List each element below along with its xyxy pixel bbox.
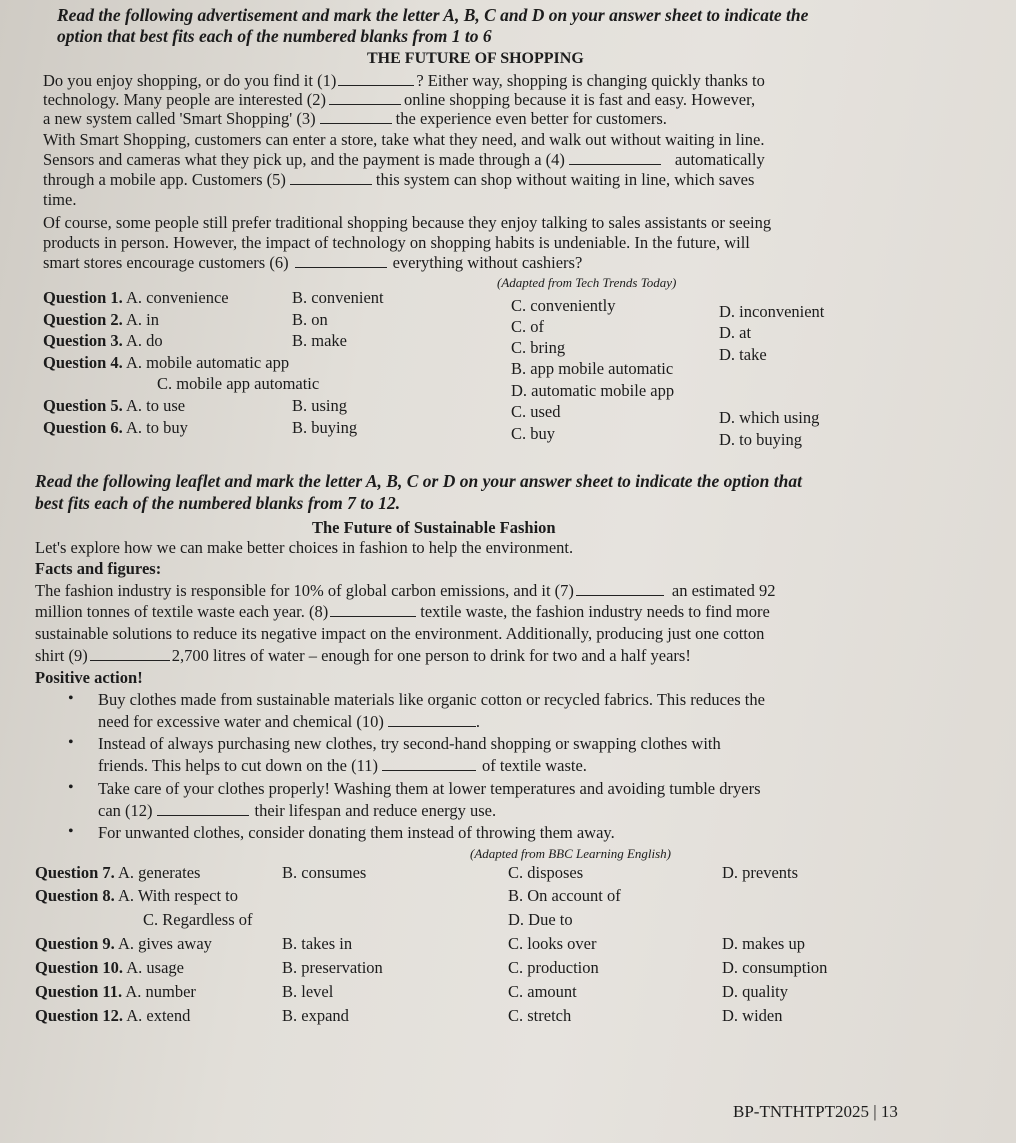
option-d: D. makes up <box>722 934 805 953</box>
option-b: B. convenient <box>292 288 384 307</box>
option-c: C. Regardless of <box>143 910 253 929</box>
option-b: B. using <box>292 396 348 415</box>
option-c: C. production <box>508 958 599 977</box>
facts-heading: Facts and figures: <box>35 559 162 578</box>
facts-line: million tonnes of textile waste each year. (8) textile waste, the fashion industry needs to find more <box>35 602 770 621</box>
option-c: C. buy <box>511 424 556 443</box>
bullet-line: Instead of always purchasing new clothes, try second-hand shopping or swapping clothes with <box>98 734 721 753</box>
question-row: Question 5. A. to use <box>43 396 186 415</box>
source-note: (Adapted from Tech Trends Today) <box>497 275 677 290</box>
passage-line: Sensors and cameras what they pick up, and the payment is made through a (4) automatically <box>43 150 765 169</box>
option-b: B. buying <box>292 418 358 437</box>
option-d: D. quality <box>722 982 788 1001</box>
instruction-line-1: Read the following advertisement and mark the letter A, B, C and D on your answer sheet to indicate the <box>57 5 809 25</box>
option-d: D. to buying <box>719 430 802 449</box>
facts-line: The fashion industry is responsible for 10% of global carbon emissions, and it (7) an estimated 92 <box>35 581 776 600</box>
option-b: B. make <box>292 331 347 350</box>
option-d: D. inconvenient <box>719 302 825 321</box>
instruction-line-2: best fits each of the numbered blanks from 7 to 12. <box>35 493 401 513</box>
question-row: Question 6. A. to buy <box>43 418 188 437</box>
bullet-line: friends. This helps to cut down on the (11) of textile waste. <box>98 756 587 775</box>
question-row: Question 9. A. gives away <box>35 934 212 953</box>
option-c: C. disposes <box>508 863 584 882</box>
leaflet-title: The Future of Sustainable Fashion <box>312 518 556 537</box>
bullet-line: Buy clothes made from sustainable materials like organic cotton or recycled fabrics. This reduces the <box>98 690 765 709</box>
option-c: C. conveniently <box>511 296 616 315</box>
passage-line: technology. Many people are interested (2) online shopping because it is fast and easy. However, <box>43 90 756 109</box>
option-d: D. prevents <box>722 863 799 882</box>
question-row: Question 10. A. usage <box>35 958 184 977</box>
option-c: C. of <box>511 317 544 336</box>
option-d: D. widen <box>722 1006 783 1025</box>
option-d: D. Due to <box>508 910 573 929</box>
option-c: C. used <box>511 402 561 421</box>
question-row: Question 3. A. do <box>43 331 163 350</box>
passage-line: through a mobile app. Customers (5) this system can shop without waiting in line, which saves <box>43 170 755 189</box>
bullet-line: need for excessive water and chemical (10) . <box>98 712 480 731</box>
passage-line: products in person. However, the impact of technology on shopping habits is undeniable. In the future, will <box>43 233 750 252</box>
question-row: Question 2. A. in <box>43 310 159 329</box>
question-row: Question 8. A. With respect to <box>35 886 238 905</box>
bullet-dot-icon: • <box>68 823 74 840</box>
option-b: B. level <box>282 982 334 1001</box>
leaflet-intro: Let's explore how we can make better choices in fashion to help the environment. <box>35 538 574 557</box>
passage-line: Of course, some people still prefer traditional shopping because they enjoy talking to sales assistants or seeing <box>43 213 772 232</box>
option-d: D. which using <box>719 408 820 427</box>
bullet-dot-icon: • <box>68 690 74 707</box>
option-c: C. mobile app automatic <box>157 374 320 393</box>
option-d: D. consumption <box>722 958 828 977</box>
passage-line: smart stores encourage customers (6) everything without cashiers? <box>43 253 583 272</box>
page-footer: BP-TNTHTPT2025 | 13 <box>733 1102 898 1121</box>
option-d: D. at <box>719 323 752 342</box>
passage-line: time. <box>43 190 77 209</box>
source-note: (Adapted from BBC Learning English) <box>470 846 672 861</box>
option-b: B. consumes <box>282 863 367 882</box>
option-c: C. amount <box>508 982 577 1001</box>
option-b: B. expand <box>282 1006 349 1025</box>
option-d: D. take <box>719 345 767 364</box>
option-c: C. bring <box>511 338 566 357</box>
passage-title: THE FUTURE OF SHOPPING <box>367 50 584 67</box>
bullet-dot-icon: • <box>68 779 74 796</box>
passage-line: Do you enjoy shopping, or do you find it (1) ? Either way, shopping is changing quickly thanks to <box>43 71 765 90</box>
passage-line: a new system called 'Smart Shopping' (3) the experience even better for customers. <box>43 109 667 128</box>
option-b: B. takes in <box>282 934 353 953</box>
option-c: C. stretch <box>508 1006 572 1025</box>
question-row: Question 1. A. convenience <box>43 288 229 307</box>
question-row: Question 4. A. mobile automatic app <box>43 353 290 372</box>
bullet-dot-icon: • <box>68 734 74 751</box>
facts-line: shirt (9) 2,700 litres of water – enough for one person to drink for two and a half years! <box>35 646 691 665</box>
option-b: B. preservation <box>282 958 383 977</box>
passage-line: With Smart Shopping, customers can enter a store, take what they need, and walk out without waiting in line. <box>43 130 765 149</box>
facts-line: sustainable solutions to reduce its negative impact on the environment. Additionally, producing just one cotton <box>35 624 765 643</box>
action-heading: Positive action! <box>35 668 143 687</box>
question-row: Question 11. A. number <box>35 982 196 1001</box>
instruction-line-1: Read the following leaflet and mark the letter A, B, C or D on your answer sheet to indicate the option that <box>35 471 802 491</box>
bullet-line: Take care of your clothes properly! Washing them at lower temperatures and avoiding tumble dryers <box>98 779 761 798</box>
option-b: B. On account of <box>508 886 621 905</box>
option-d: D. automatic mobile app <box>511 381 675 400</box>
option-b: B. on <box>292 310 328 329</box>
bullet-line: For unwanted clothes, consider donating them instead of throwing them away. <box>98 823 615 842</box>
instruction-line-2: option that best fits each of the numbered blanks from 1 to 6 <box>57 26 492 46</box>
option-b: B. app mobile automatic <box>511 359 674 378</box>
question-row: Question 12. A. extend <box>35 1006 191 1025</box>
bullet-line: can (12) their lifespan and reduce energy use. <box>98 801 497 820</box>
question-row: Question 7. A. generates <box>35 863 201 882</box>
option-c: C. looks over <box>508 934 597 953</box>
